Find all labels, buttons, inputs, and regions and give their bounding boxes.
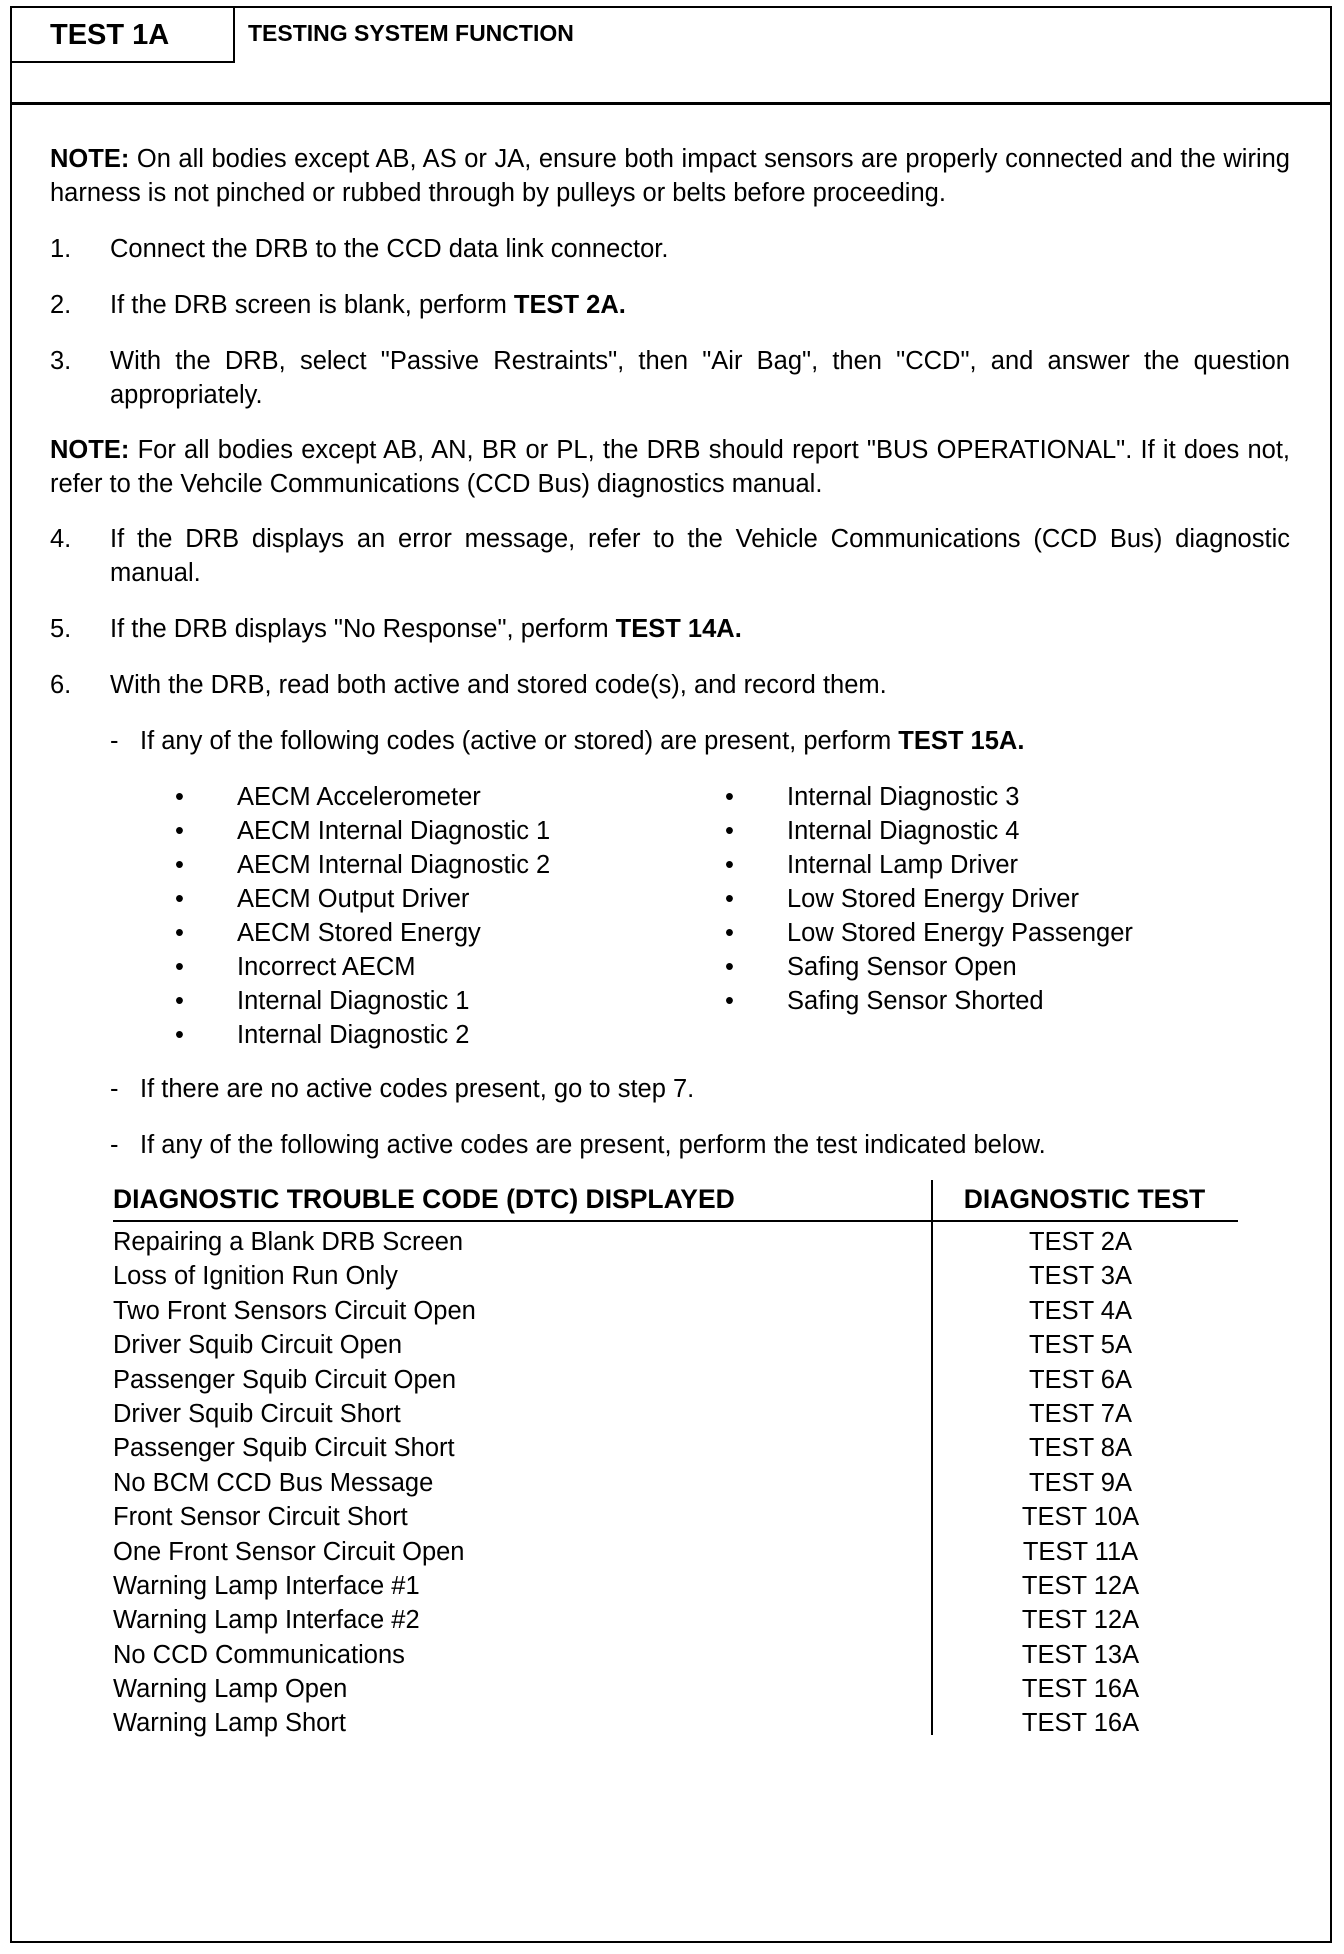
bullet: • (725, 885, 734, 913)
code-item (175, 814, 550, 848)
dtc-cell: Warning Lamp Short (113, 1709, 346, 1738)
code-label: Internal Diagnostic 3 (787, 783, 1020, 811)
substep-text: If there are no active codes present, go to step 7. (140, 1075, 695, 1103)
table-row (113, 1500, 1238, 1534)
table-row (113, 1569, 1238, 1603)
step-text: Connect the DRB to the CCD data link connector. (110, 235, 669, 263)
dash: - (110, 1131, 119, 1159)
step-1 (50, 232, 1290, 266)
step-number: 1. (50, 235, 72, 263)
header-test: DIAGNOSTIC TEST (963, 1184, 1206, 1214)
test-cell: TEST 5A (1029, 1331, 1132, 1360)
step-3 (50, 344, 1290, 412)
test-cell: TEST 4A (1029, 1296, 1132, 1325)
bullet: • (175, 1021, 184, 1049)
code-label: AECM Stored Energy (237, 919, 481, 947)
code-item (725, 950, 1133, 984)
test-cell: TEST 13A (1021, 1640, 1140, 1669)
substep-any-codes (110, 724, 1290, 758)
dtc-cell: Repairing a Blank DRB Screen (113, 1228, 464, 1256)
code-item (725, 848, 1133, 882)
header (12, 8, 1330, 105)
code-list (175, 780, 1290, 1052)
bullet: • (175, 851, 184, 879)
table-row (113, 1294, 1238, 1328)
note-label: NOTE: (50, 436, 130, 464)
substep-text: If any of the following active codes are present, perform the test indicated below. (140, 1131, 1046, 1159)
table-row (113, 1431, 1238, 1465)
table-row (113, 1328, 1238, 1362)
step-5 (50, 612, 1290, 646)
test-cell: TEST 9A (1029, 1468, 1132, 1497)
table-row (113, 1672, 1238, 1706)
dtc-table-header (113, 1180, 1238, 1222)
column-divider (931, 1180, 933, 1735)
bullet: • (175, 885, 184, 913)
bullet: • (725, 783, 734, 811)
table-row (113, 1259, 1238, 1293)
table-row (113, 1535, 1238, 1569)
test-cell: TEST 12A (1021, 1606, 1140, 1635)
table-row (113, 1706, 1238, 1740)
test-cell: TEST 10A (1021, 1503, 1140, 1532)
substep-text: If any of the following codes (active or stored) are present, perform (140, 727, 899, 755)
step-6 (50, 668, 1290, 702)
step-number: 3. (50, 347, 72, 375)
code-item (175, 916, 550, 950)
note-text: For all bodies except AB, AN, BR or PL, the DRB should report "BUS OPERATIONAL". If it does not, refer to the Vehcile Communications (CCD Bus) diagnostics manual. (50, 436, 1290, 498)
code-item (725, 882, 1133, 916)
bullet: • (725, 919, 734, 947)
code-label: AECM Output Driver (237, 885, 470, 913)
step-test-ref: TEST 2A. (513, 291, 626, 319)
dtc-cell: Driver Squib Circuit Short (113, 1399, 401, 1428)
bullet: • (175, 987, 184, 1015)
content (50, 142, 1290, 1741)
dtc-cell: No BCM CCD Bus Message (113, 1468, 434, 1497)
step-number: 6. (50, 671, 72, 699)
header-title: TESTING SYSTEM FUNCTION (248, 20, 574, 46)
step-number: 4. (50, 525, 72, 553)
code-label: Internal Lamp Driver (787, 851, 1019, 879)
header-dtc: DIAGNOSTIC TROUBLE CODE (DTC) DISPLAYED (113, 1184, 735, 1214)
dtc-cell: Driver Squib Circuit Open (113, 1331, 403, 1360)
table-row (113, 1225, 1238, 1259)
test-cell: TEST 8A (1029, 1434, 1132, 1463)
test-cell: TEST 16A (1021, 1709, 1140, 1738)
note-label: NOTE: (50, 145, 130, 173)
dash: - (110, 1075, 119, 1103)
table-row (113, 1638, 1238, 1672)
code-label: Internal Diagnostic 1 (237, 987, 470, 1015)
note-text: On all bodies except AB, AS or JA, ensure both impact sensors are properly connected and the wiring harness is not pinched or rubbed through by pulleys or belts before proceeding. (50, 145, 1290, 207)
test-cell: TEST 12A (1021, 1571, 1140, 1600)
test-cell: TEST 11A (1022, 1537, 1139, 1566)
code-label: AECM Internal Diagnostic 2 (237, 851, 551, 879)
note-2 (50, 433, 1290, 501)
step-4 (50, 522, 1290, 590)
dtc-cell: No CCD Communications (113, 1640, 405, 1669)
table-row (113, 1397, 1238, 1431)
dtc-cell: Front Sensor Circuit Short (113, 1503, 408, 1532)
step-text: With the DRB, read both active and stored code(s), and record them. (110, 671, 887, 699)
step-2 (50, 288, 1290, 322)
bullet: • (725, 817, 734, 845)
code-label: Internal Diagnostic 2 (237, 1021, 470, 1049)
step-text: With the DRB, select "Passive Restraints", then "Air Bag", then "CCD", and answer the question appropriately. (110, 347, 1290, 409)
dtc-table (113, 1180, 1238, 1741)
code-item (175, 848, 550, 882)
bullet: • (725, 953, 734, 981)
substep-no-active (110, 1072, 1290, 1106)
step-number: 5. (50, 615, 72, 643)
dtc-cell: Warning Lamp Interface #2 (113, 1606, 420, 1635)
bullet: • (725, 987, 734, 1015)
bullet: • (175, 953, 184, 981)
table-row (113, 1603, 1238, 1637)
code-item (175, 780, 550, 814)
code-item (725, 916, 1133, 950)
dtc-cell: Two Front Sensors Circuit Open (113, 1296, 476, 1325)
code-item (725, 780, 1133, 814)
test-cell: TEST 2A (1029, 1228, 1132, 1256)
dtc-cell: Warning Lamp Interface #1 (113, 1571, 420, 1600)
note-1 (50, 142, 1290, 210)
code-item (175, 1018, 550, 1052)
code-label: Internal Diagnostic 4 (787, 817, 1020, 845)
code-label: Low Stored Energy Driver (787, 885, 1079, 913)
code-label: Safing Sensor Shorted (787, 987, 1044, 1015)
bullet: • (725, 851, 734, 879)
dtc-cell: One Front Sensor Circuit Open (113, 1537, 465, 1566)
substep-active-codes (110, 1128, 1290, 1162)
code-item (175, 950, 550, 984)
dtc-cell: Loss of Ignition Run Only (113, 1262, 398, 1291)
test-cell: TEST 7A (1029, 1399, 1132, 1428)
table-row (113, 1466, 1238, 1500)
code-label: Safing Sensor Open (787, 953, 1017, 981)
dtc-cell: Warning Lamp Open (113, 1675, 348, 1704)
dtc-cell: Passenger Squib Circuit Short (113, 1434, 455, 1463)
bullet: • (175, 817, 184, 845)
step-text: If the DRB displays an error message, refer to the Vehicle Communications (CCD Bus) diagnostic manual. (110, 525, 1290, 587)
step-number: 2. (50, 291, 72, 319)
test-cell: TEST 3A (1029, 1262, 1132, 1291)
dtc-table-body (113, 1222, 1238, 1741)
table-row (113, 1363, 1238, 1397)
code-label: Incorrect AECM (237, 953, 416, 981)
code-column-left (175, 780, 550, 1052)
code-column-right (725, 780, 1133, 1018)
bullet: • (175, 783, 184, 811)
step-text: If the DRB displays "No Response", perform (110, 615, 616, 643)
code-item (725, 984, 1133, 1018)
test-cell: TEST 16A (1021, 1675, 1140, 1704)
code-item (725, 814, 1133, 848)
substep-test-ref: TEST 15A. (898, 727, 1025, 755)
dtc-cell: Passenger Squib Circuit Open (113, 1365, 457, 1394)
code-label: AECM Internal Diagnostic 1 (237, 817, 551, 845)
test-id-tab: TEST 1A (12, 8, 235, 63)
dash: - (110, 727, 119, 755)
test-cell: TEST 6A (1029, 1365, 1132, 1394)
code-item (175, 984, 550, 1018)
code-label: Low Stored Energy Passenger (787, 919, 1133, 947)
bullet: • (175, 919, 184, 947)
step-test-ref: TEST 14A. (615, 615, 742, 643)
step-text: If the DRB screen is blank, perform (110, 291, 514, 319)
code-label: AECM Accelerometer (237, 783, 481, 811)
code-item (175, 882, 550, 916)
